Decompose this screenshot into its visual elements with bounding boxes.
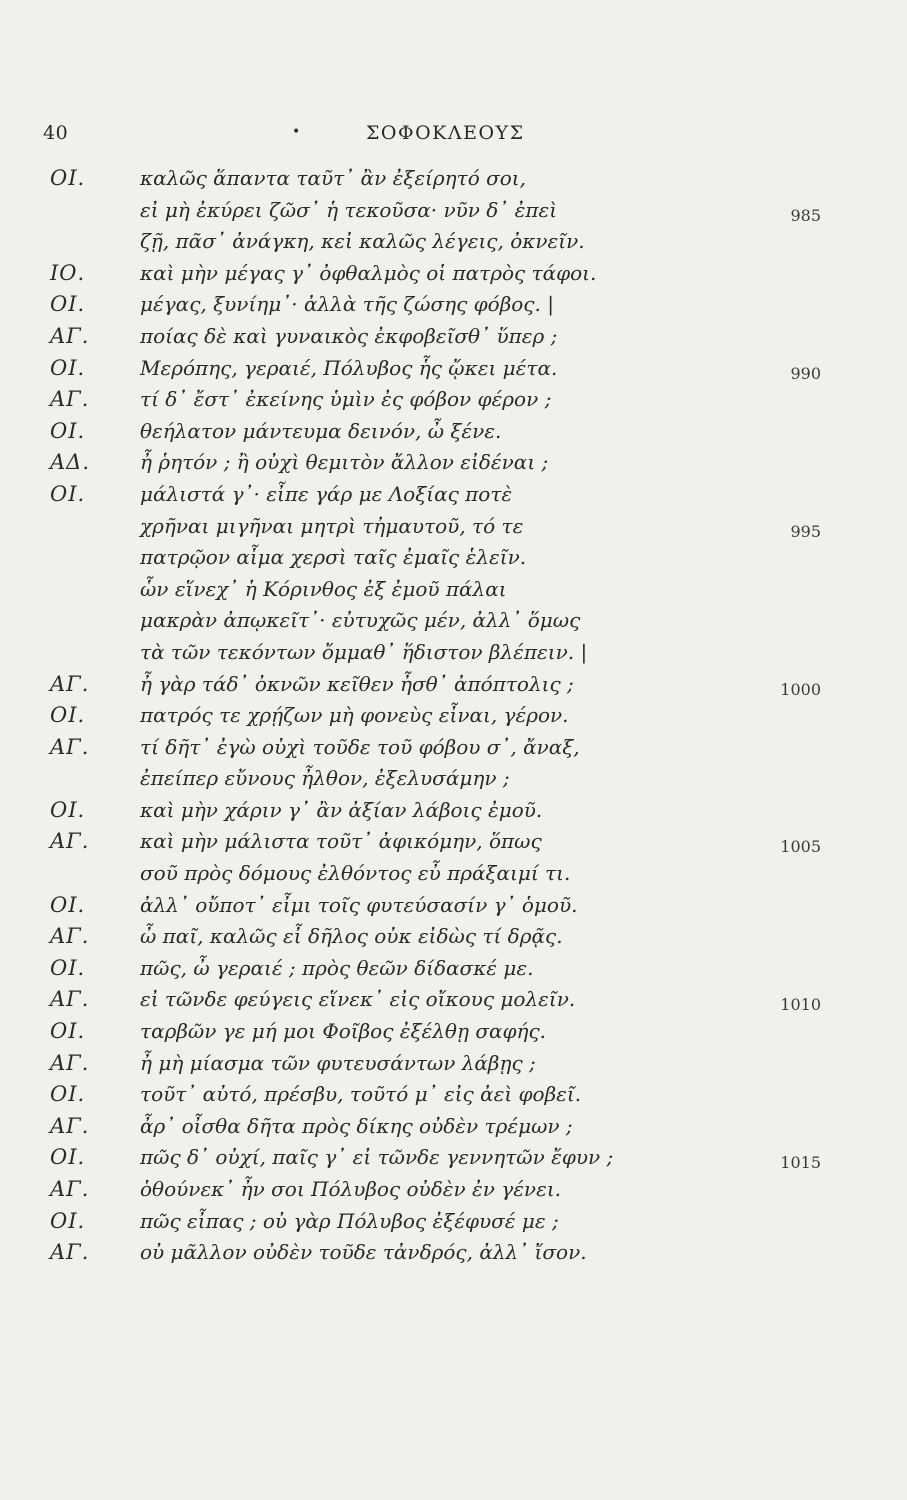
- verse-line: [0, 356, 907, 388]
- verse-text: ὧν εἵνεχ᾽ ἡ Κόρινθος ἐξ ἐμοῦ πάλαι: [140, 576, 507, 601]
- header-dot: •: [292, 124, 301, 140]
- verse-body: [0, 166, 907, 1272]
- verse-text: σοῦ πρὸς δόμους ἐλθόντος εὖ πράξαιμί τι.: [140, 861, 571, 886]
- speaker-label: ΑΓ.: [50, 1050, 90, 1075]
- speaker-label: ΟΙ.: [50, 355, 86, 380]
- verse-text: τοῦτ᾽ αὐτό, πρέσβυ, τοῦτό μ᾽ εἰς ἀεὶ φοβεῖ.: [140, 1082, 582, 1107]
- verse-text: μέγας, ξυνίημ᾽· ἀλλὰ τῆς ζώσης φόβος. |: [140, 292, 554, 317]
- speaker-label: ΟΙ.: [50, 797, 86, 822]
- speaker-label: ΑΓ.: [50, 387, 90, 412]
- verse-text: ζῇ, πᾶσ᾽ ἀνάγκη, κεἰ καλῶς λέγεις, ὀκνεῖν.: [140, 229, 585, 254]
- verse-text: ἦ γὰρ τάδ᾽ ὀκνῶν κεῖθεν ἦσθ᾽ ἀπόπτολις ;: [140, 671, 574, 696]
- verse-line: [0, 514, 907, 546]
- line-number: 985: [790, 205, 821, 225]
- verse-line: [0, 482, 907, 514]
- speaker-label: ΑΓ.: [50, 924, 90, 949]
- speaker-label: ΑΓ.: [50, 1177, 90, 1201]
- verse-line: [0, 640, 907, 672]
- verse-line: [0, 735, 907, 767]
- verse-line: [0, 1145, 907, 1177]
- speaker-label: ΟΙ.: [50, 1208, 86, 1233]
- verse-line: [0, 1177, 907, 1209]
- speaker-label: ΟΙ.: [50, 955, 86, 980]
- speaker-label: ΙΟ.: [50, 260, 86, 285]
- verse-line: [0, 577, 907, 609]
- verse-line: [0, 766, 907, 798]
- verse-text: ἆρ᾽ οἶσθα δῆτα πρὸς δίκης οὐδὲν τρέμων ;: [140, 1113, 573, 1138]
- speaker-label: ΟΙ.: [50, 892, 86, 917]
- verse-line: [0, 324, 907, 356]
- verse-text: ὦ παῖ, καλῶς εἶ δῆλος οὐκ εἰδὼς τί δρᾷς.: [140, 924, 563, 949]
- speaker-label: ΑΓ.: [50, 987, 90, 1012]
- line-number: 1005: [780, 837, 821, 857]
- verse-line: [0, 1209, 907, 1241]
- verse-text: καὶ μὴν χάριν γ᾽ ἂν ἀξίαν λάβοις ἐμοῦ.: [140, 797, 543, 822]
- verse-text: ἦ μὴ μίασμα τῶν φυτευσάντων λάβῃς ;: [140, 1050, 536, 1075]
- speaker-label: ΑΓ.: [50, 671, 90, 696]
- speaker-label: ΟΙ.: [50, 1145, 86, 1170]
- verse-text: ποίας δὲ καὶ γυναικὸς ἐκφοβεῖσθ᾽ ὕπερ ;: [140, 323, 558, 348]
- line-number: 995: [790, 521, 821, 541]
- speaker-label: ΟΙ.: [50, 481, 86, 506]
- verse-line: [0, 798, 907, 830]
- speaker-label: ΟΙ.: [50, 292, 86, 317]
- speaker-label: ΟΙ.: [50, 1019, 86, 1044]
- verse-line: [0, 1082, 907, 1114]
- verse-line: [0, 229, 907, 261]
- speaker-label: ΟΙ.: [50, 703, 86, 728]
- verse-text: τί δ᾽ ἔστ᾽ ἐκείνης ὑμὶν ἐς φόβον φέρον ;: [140, 387, 552, 412]
- speaker-label: ΑΓ.: [50, 829, 90, 854]
- verse-text: χρῆναι μιγῆναι μητρὶ τἠμαυτοῦ, τό τε: [140, 513, 524, 538]
- verse-text: εἰ τῶνδε φεύγεις εἵνεκ᾽ εἰς οἴκους μολεῖν.: [140, 987, 576, 1012]
- page-number: 40: [43, 122, 69, 144]
- speaker-label: ΑΔ.: [50, 450, 91, 475]
- verse-text: πατρός τε χρῄζων μὴ φονεὺς εἶναι, γέρον.: [140, 703, 569, 728]
- verse-text: καὶ μὴν μάλιστα τοῦτ᾽ ἀφικόμην, ὅπως: [140, 829, 542, 854]
- verse-text: ἦ ῥητόν ; ἢ οὐχὶ θεμιτὸν ἄλλον εἰδέναι ;: [140, 450, 549, 475]
- verse-text: οὐ μᾶλλον οὐδὲν τοῦδε τἀνδρός, ἀλλ᾽ ἴσον.: [140, 1240, 587, 1265]
- verse-line: [0, 166, 907, 198]
- running-title: ΣΟΦΟΚΛΕΟΥΣ: [366, 122, 525, 144]
- speaker-label: ΑΓ.: [50, 734, 90, 759]
- verse-line: [0, 861, 907, 893]
- verse-line: [0, 1114, 907, 1146]
- line-number: 1015: [780, 1153, 821, 1173]
- verse-line: [0, 893, 907, 925]
- line-number: 990: [790, 363, 821, 383]
- verse-line: [0, 1051, 907, 1083]
- verse-text: πῶς, ὦ γεραιέ ; πρὸς θεῶν δίδασκέ με.: [140, 955, 534, 980]
- verse-line: [0, 419, 907, 451]
- verse-text: καὶ μὴν μέγας γ᾽ ὀφθαλμὸς οἱ πατρὸς τάφοι.: [140, 260, 597, 285]
- verse-text: πατρῷον αἷμα χερσὶ ταῖς ἐμαῖς ἑλεῖν.: [140, 545, 527, 570]
- speaker-label: ΑΓ.: [50, 1240, 90, 1265]
- verse-text: μακρὰν ἀπῳκεῖτ᾽· εὐτυχῶς μέν, ἀλλ᾽ ὅμως: [140, 608, 581, 633]
- line-number: 1000: [780, 679, 821, 699]
- verse-line: [0, 261, 907, 293]
- line-number: 1010: [780, 995, 821, 1015]
- speaker-label: ΟΙ.: [50, 418, 86, 443]
- verse-text: ὁθούνεκ᾽ ἦν σοι Πόλυβος οὐδὲν ἐν γένει.: [140, 1177, 562, 1201]
- verse-line: [0, 1019, 907, 1051]
- verse-line: [0, 956, 907, 988]
- speaker-label: ΑΓ.: [50, 1113, 90, 1138]
- speaker-label: ΟΙ.: [50, 1082, 86, 1107]
- verse-text: ἐπείπερ εὔνους ἦλθον, ἐξελυσάμην ;: [140, 766, 510, 791]
- speaker-label: ΟΙ.: [50, 166, 86, 190]
- verse-line: [0, 608, 907, 640]
- verse-line: [0, 703, 907, 735]
- verse-text: ἀλλ᾽ οὔποτ᾽ εἶμι τοῖς φυτεύσασίν γ᾽ ὁμοῦ.: [140, 892, 578, 917]
- verse-line: [0, 1240, 907, 1272]
- verse-text: πῶς εἶπας ; οὐ γὰρ Πόλυβος ἐξέφυσέ με ;: [140, 1208, 559, 1233]
- verse-line: [0, 450, 907, 482]
- speaker-label: ΑΓ.: [50, 323, 90, 348]
- verse-text: ταρβῶν γε μή μοι Φοῖβος ἐξέλθῃ σαφής.: [140, 1019, 547, 1044]
- verse-text: τὰ τῶν τεκόντων ὄμμαθ᾽ ἥδιστον βλέπειν. |: [140, 639, 588, 664]
- verse-text: εἰ μὴ ἐκύρει ζῶσ᾽ ἡ τεκοῦσα· νῦν δ᾽ ἐπεὶ: [140, 197, 558, 222]
- verse-line: [0, 292, 907, 324]
- verse-text: μάλιστά γ᾽· εἶπε γάρ με Λοξίας ποτὲ: [140, 481, 513, 506]
- verse-text: τί δῆτ᾽ ἐγὼ οὐχὶ τοῦδε τοῦ φόβου σ᾽, ἄναξ,: [140, 734, 580, 759]
- verse-text: καλῶς ἅπαντα ταῦτ᾽ ἂν ἐξείρητό σοι,: [140, 166, 526, 190]
- verse-line: [0, 672, 907, 704]
- verse-line: [0, 924, 907, 956]
- verse-line: [0, 387, 907, 419]
- verse-line: [0, 829, 907, 861]
- verse-text: πῶς δ᾽ οὐχί, παῖς γ᾽ εἰ τῶνδε γεννητῶν ἔφυν ;: [140, 1145, 614, 1170]
- verse-line: [0, 987, 907, 1019]
- verse-text: θεήλατον μάντευμα δεινόν, ὦ ξένε.: [140, 418, 502, 443]
- verse-text: Μερόπης, γεραιέ, Πόλυβος ἧς ᾤκει μέτα.: [140, 355, 558, 380]
- page-header: [0, 122, 907, 152]
- verse-line: [0, 198, 907, 230]
- verse-line: [0, 545, 907, 577]
